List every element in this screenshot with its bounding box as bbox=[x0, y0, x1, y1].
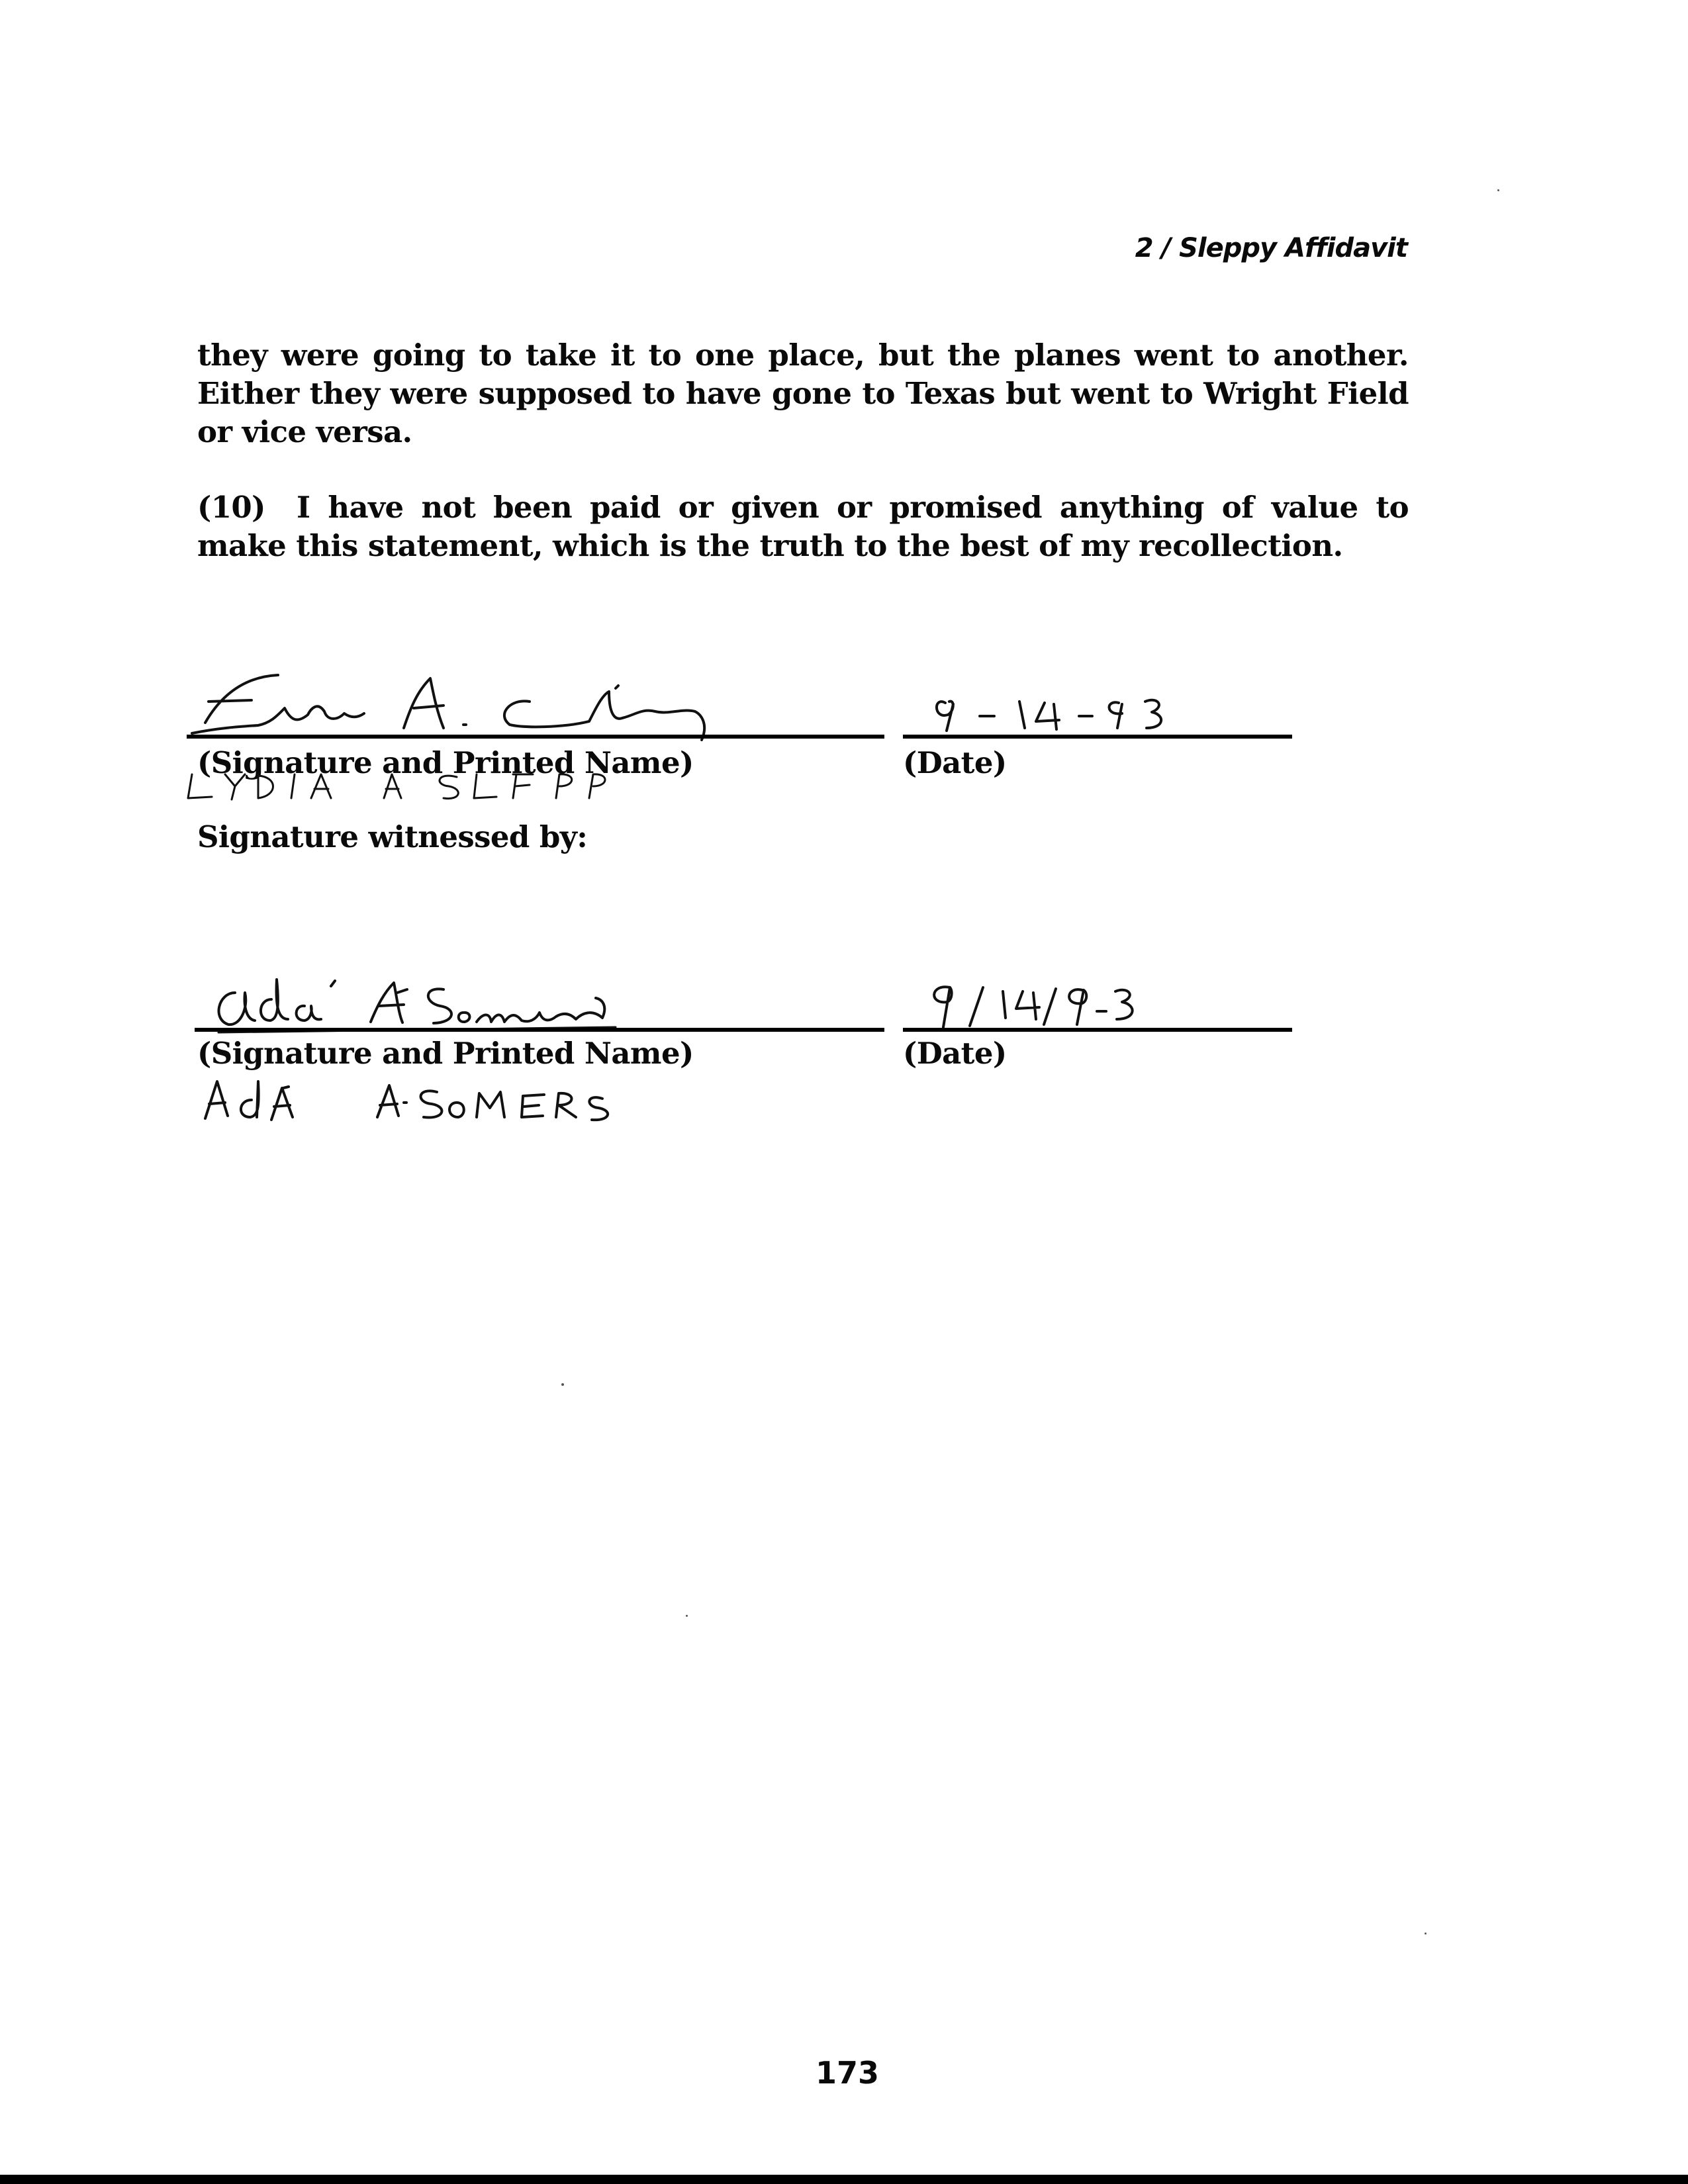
affiant-date-line bbox=[903, 735, 1292, 739]
body-paragraph-continued: they were going to take it to one place, but the planes went to another. Either they were supposed to have gone to Texas but went to Wright Field or vice versa. bbox=[197, 338, 1409, 449]
item-10-text: I have not been paid or given or promised anything of value to make this statement, which is the truth to the best of my recollection. bbox=[197, 490, 1409, 563]
witness-signature-line bbox=[195, 1028, 884, 1032]
witness-signature-caption: (Signature and Printed Name) bbox=[197, 1036, 694, 1071]
item-10-paragraph bbox=[197, 488, 1409, 565]
witness-date-caption: (Date) bbox=[903, 1036, 1007, 1071]
affiant-signature-line bbox=[187, 735, 884, 739]
affiant-signature-handwriting bbox=[179, 662, 761, 741]
item-number: (10) bbox=[197, 490, 265, 525]
affiant-date-caption: (Date) bbox=[903, 745, 1007, 780]
scan-speck bbox=[686, 1615, 688, 1617]
scan-bottom-edge bbox=[0, 2175, 1688, 2184]
running-header: 2 / Sleppy Affidavit bbox=[1135, 233, 1407, 263]
witness-date-handwriting bbox=[923, 978, 1175, 1031]
scan-speck bbox=[1425, 1933, 1427, 1934]
affiant-printed-name-handwriting bbox=[185, 768, 622, 807]
scan-speck bbox=[1497, 189, 1499, 191]
page-number: 173 bbox=[816, 2055, 880, 2091]
affiant-signature-caption: (Signature and Printed Name) bbox=[197, 745, 694, 780]
witness-date-line bbox=[903, 1028, 1292, 1032]
affiant-date-handwriting bbox=[933, 690, 1185, 736]
scan-speck bbox=[561, 1383, 564, 1386]
witness-printed-name-handwriting bbox=[199, 1073, 675, 1123]
witness-label: Signature witnessed by: bbox=[197, 819, 588, 854]
